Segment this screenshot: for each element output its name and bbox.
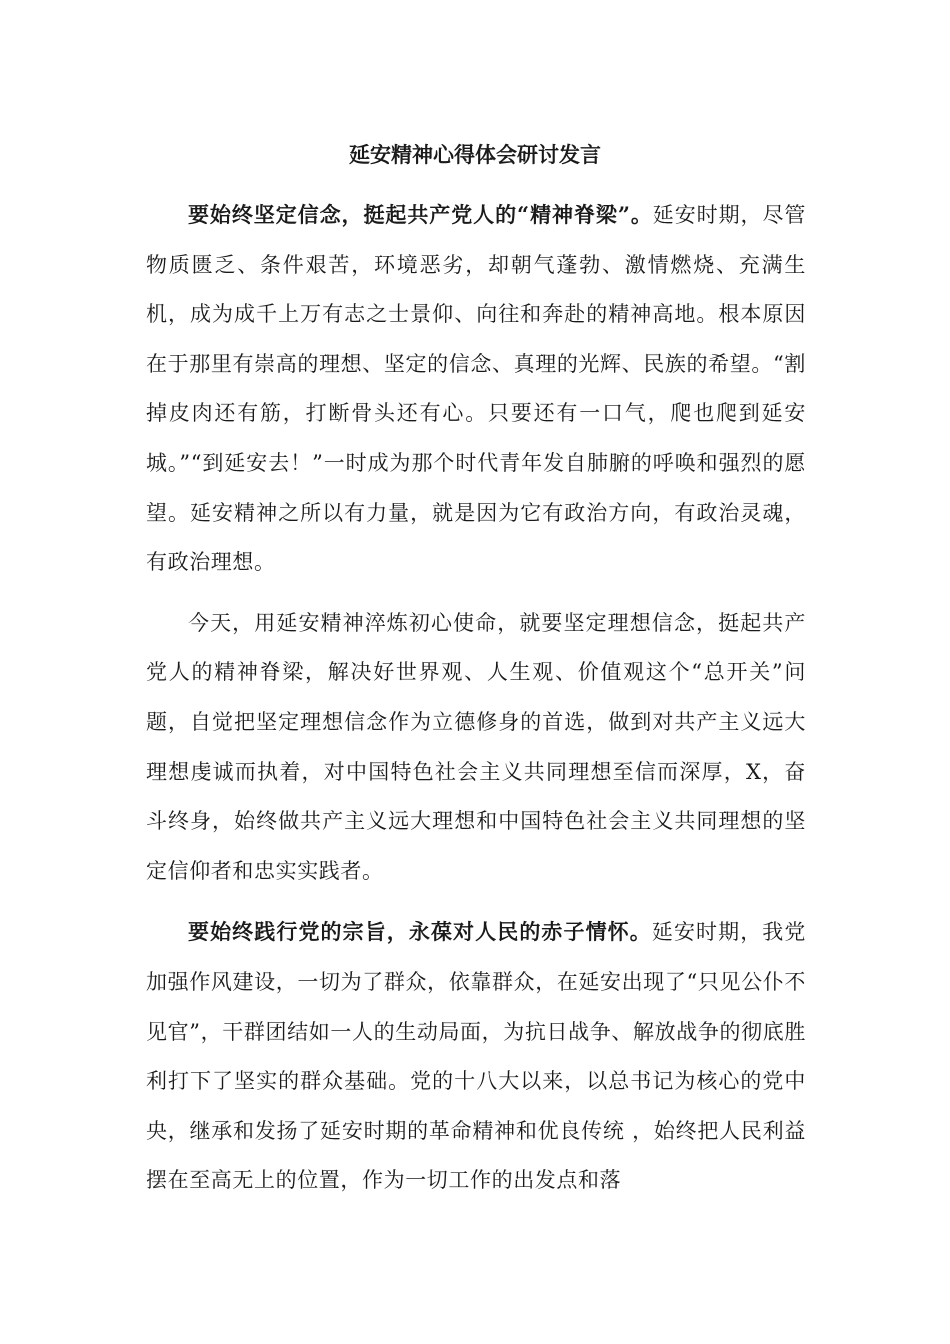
paragraph-3-text: 延安时期，我党加强作风建设，一切为了群众，依靠群众，在延安出现了“只见公仆不见官”，干群团结如一人的生动局面，为抗日战争、解放战争的彻底胜利打下了坚实的群众基础。党的十八大以来，以总书记为核心的党中央，继承和发扬了延安时期的革命精神和优良传统 ，始终把人民利益摆在至高无上的位置，作为一切工作的出发点和落 (146, 920, 806, 1193)
paragraph-2-text: 今天，用延安精神淬炼初心使命，就要坚定理想信念，挺起共产党人的精神脊梁，解决好世界观、人生观、价值观这个“总开关”问题，自觉把坚定理想信念作为立德修身的首选，做到对共产主义远大理想虔诚而执着，对中国特色社会主义共同理想至信而深厚，X，奋斗终身，始终做共产主义远大理想和中国特色社会主义共同理想的坚定信仰者和忠实实践者。 (146, 610, 806, 883)
paragraph-3-lead: 要始终践行党的宗旨，永葆对人民的赤子情怀。 (188, 919, 652, 945)
paragraph-3 (146, 907, 806, 1206)
document-title: 延安精神心得体会研讨发言 (349, 142, 601, 167)
paragraph-1 (146, 190, 806, 588)
paragraph-1-text: 延安时期，尽管物质匮乏、条件艰苦，环境恶劣，却朝气蓬勃、激情燃烧、充满生机，成为成千上万有志之士景仰、向往和奔赴的精神高地。根本原因在于那里有崇高的理想、坚定的信念、真理的光辉、民族的希望。“割掉皮肉还有筋，打断骨头还有心。只要还有一口气，爬也爬到延安城。”“到延安去！”一时成为那个时代青年发自肺腑的呼唤和强烈的愿望。延安精神之所以有力量，就是因为它有政治方向，有政治灵魂，有政治理想。 (146, 203, 807, 575)
document-body (146, 190, 806, 1206)
paragraph-1-lead: 要始终坚定信念，挺起共产党人的“精神脊梁”。 (188, 202, 653, 227)
paragraph-2 (146, 599, 806, 897)
